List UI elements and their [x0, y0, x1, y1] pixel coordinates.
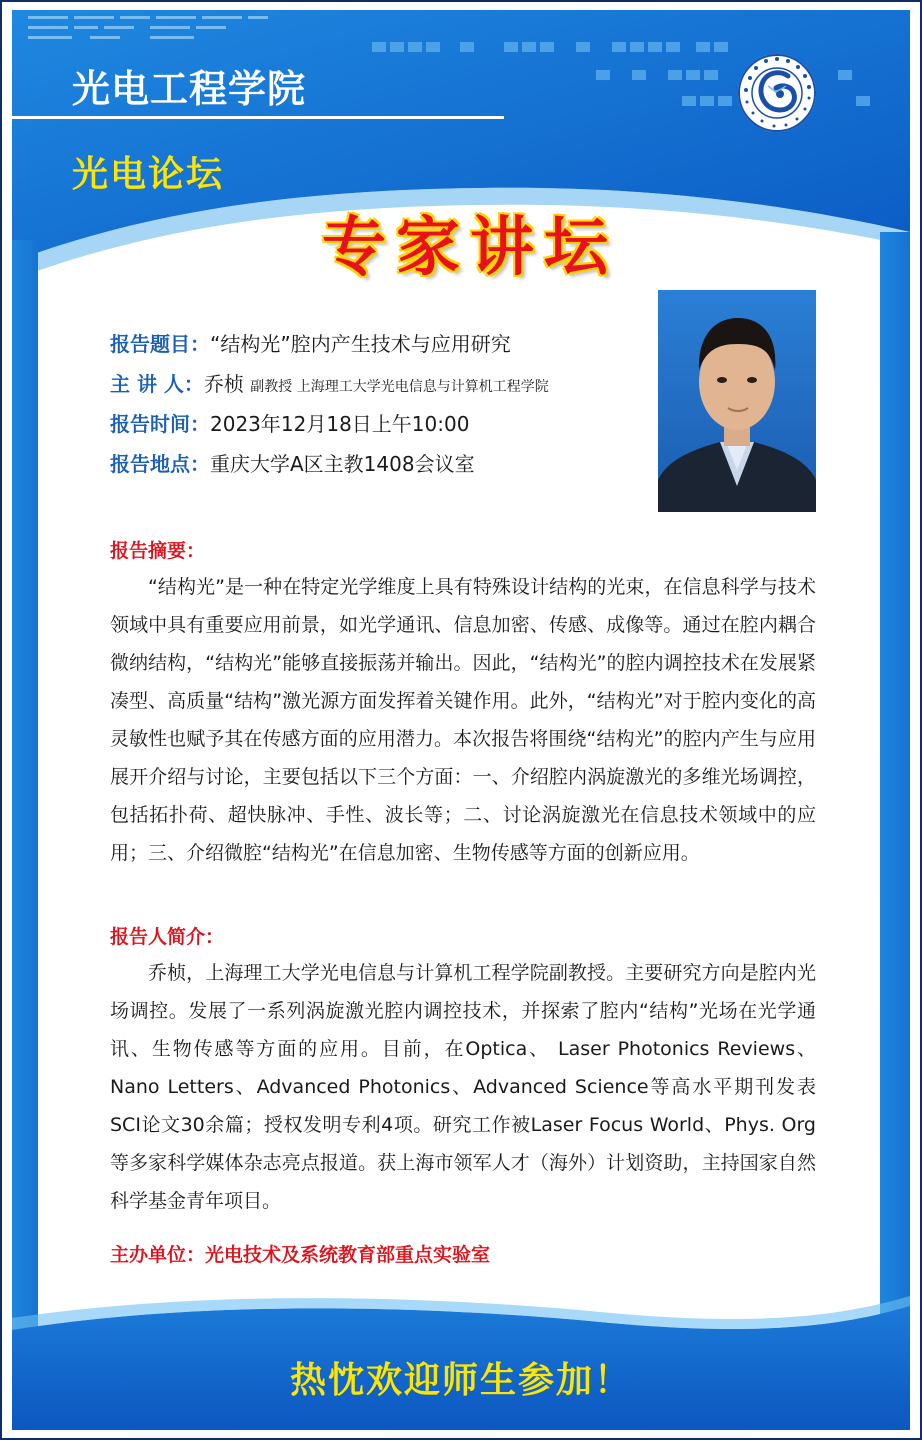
abstract-title: 报告摘要：	[110, 540, 206, 562]
info-row-speaker	[110, 368, 549, 408]
speaker-name: 乔桢	[203, 372, 244, 396]
place-value: 重庆大学A区主教1408会议室	[210, 452, 475, 476]
info-row-place	[110, 448, 549, 488]
speaker-title: 副教授 上海理工大学光电信息与计算机工程学院	[250, 379, 549, 395]
abstract-text: “结构光”是一种在特定光学维度上具有特殊设计结构的光束，在信息科学与技术领域中具有重要应用前景，如光学通讯、信息加密、传感、成像等。通过在腔内耦合微纳结构，“结构光”能够直接振荡并输出。因此，“结构光”的腔内调控技术在发展紧凑型、高质量“结构”激光源方面发挥着关键作用。此外，“结构光”对于腔内变化的高灵敏性也赋予其在传感方面的应用潜力。本次报告将围绕“结构光”的腔内产生与应用展开介绍与讨论，主要包括以下三个方面：一、介绍腔内涡旋激光的多维光场调控，包括拓扑荷、超快脉冲、手性、波长等；二、讨论涡旋激光在信息技术领域中的应用；三、介绍微腔“结构光”在信息加密、生物传感等方面的创新应用。	[110, 576, 816, 864]
college-emblem-icon	[736, 52, 818, 134]
bio-text: 乔桢，上海理工大学光电信息与计算机工程学院副教授。主要研究方向是腔内光场调控。发展了一系列涡旋激光腔内调控技术，并探索了腔内“结构”光场在光学通讯、生物传感等方面的应用。目前，在Optica、 Laser Photonics Reviews、Nano Letters、Advanced Photonics、Advanced Science等高水平期刊发表SCI论文30余篇；授权发明专利4项。研究工作被Laser Focus World、Phys. Org等多家科学媒体杂志亮点报道。获上海市领军人才（海外）计划资助，主持国家自然科学基金青年项目。	[110, 962, 816, 1212]
info-row-time	[110, 408, 549, 448]
info-row-topic	[110, 328, 549, 368]
time-value: 2023年12月18日上午10:00	[210, 412, 470, 436]
place-label: 报告地点：	[110, 452, 210, 476]
forum-name: 光电论坛	[72, 153, 225, 195]
bio-title: 报告人简介：	[110, 926, 225, 948]
topic-value: “结构光”腔内产生技术与应用研究	[210, 332, 511, 356]
college-name: 光电工程学院	[72, 66, 307, 111]
headline-title: 专家讲坛	[322, 210, 618, 285]
time-label: 报告时间：	[110, 412, 210, 436]
speaker-label: 主 讲 人：	[110, 372, 204, 396]
speaker-photo	[658, 290, 816, 512]
welcome-text: 热忱欢迎师生参加！	[289, 1359, 632, 1401]
report-info	[110, 328, 549, 488]
sponsor-text: 主办单位：光电技术及系统教育部重点实验室	[110, 1244, 491, 1266]
topic-label: 报告题目：	[110, 332, 210, 356]
